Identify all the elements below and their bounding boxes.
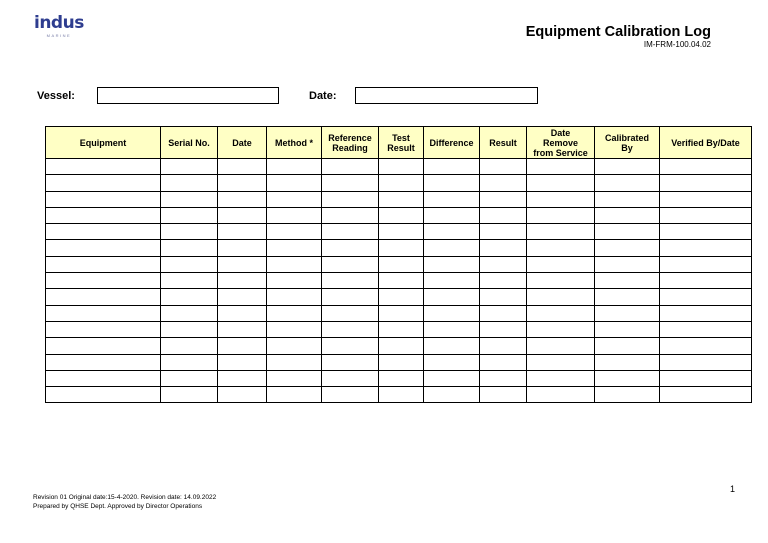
table-cell[interactable] xyxy=(480,224,527,240)
table-cell[interactable] xyxy=(161,354,218,370)
table-cell[interactable] xyxy=(218,175,267,191)
table-cell[interactable] xyxy=(267,338,322,354)
table-cell[interactable] xyxy=(480,256,527,272)
table-cell[interactable] xyxy=(161,338,218,354)
table-row xyxy=(46,387,752,403)
table-cell[interactable] xyxy=(322,338,379,354)
column-header-result: Result xyxy=(480,127,527,159)
table-cell[interactable] xyxy=(161,289,218,305)
table-cell[interactable] xyxy=(322,321,379,337)
table-cell[interactable] xyxy=(322,354,379,370)
table-cell[interactable] xyxy=(424,289,480,305)
table-cell[interactable] xyxy=(480,273,527,289)
table-cell[interactable] xyxy=(267,159,322,175)
column-header-serial-no: Serial No. xyxy=(161,127,218,159)
table-row xyxy=(46,191,752,207)
table-row xyxy=(46,273,752,289)
table-cell[interactable] xyxy=(46,224,161,240)
table-cell[interactable] xyxy=(660,175,752,191)
table-cell[interactable] xyxy=(660,289,752,305)
table-cell[interactable] xyxy=(480,305,527,321)
table-cell[interactable] xyxy=(424,273,480,289)
table-cell[interactable] xyxy=(161,387,218,403)
column-header-equipment: Equipment xyxy=(46,127,161,159)
column-header-method: Method * xyxy=(267,127,322,159)
table-cell[interactable] xyxy=(660,207,752,223)
table-cell[interactable] xyxy=(480,191,527,207)
table-cell[interactable] xyxy=(660,191,752,207)
footer-approval-line: Prepared by QHSE Dept. Approved by Director Operations xyxy=(33,503,203,510)
table-cell[interactable] xyxy=(424,224,480,240)
table-cell[interactable] xyxy=(379,321,424,337)
table-row xyxy=(46,175,752,191)
table-cell[interactable] xyxy=(660,370,752,386)
table-cell[interactable] xyxy=(379,370,424,386)
table-cell[interactable] xyxy=(322,289,379,305)
table-cell[interactable] xyxy=(424,159,480,175)
table-cell[interactable] xyxy=(595,256,660,272)
table-body xyxy=(46,159,752,403)
table-cell[interactable] xyxy=(595,338,660,354)
column-header-calibrated-by: Calibrated By xyxy=(595,127,660,159)
table-cell[interactable] xyxy=(218,338,267,354)
table-cell[interactable] xyxy=(46,273,161,289)
table-cell[interactable] xyxy=(480,354,527,370)
table-cell[interactable] xyxy=(379,387,424,403)
table-row xyxy=(46,207,752,223)
logo-wordmark: indus xyxy=(34,13,84,33)
table-cell[interactable] xyxy=(46,305,161,321)
table-cell[interactable] xyxy=(527,159,595,175)
column-header-date: Date xyxy=(218,127,267,159)
table-cell[interactable] xyxy=(660,305,752,321)
table-row xyxy=(46,289,752,305)
table-cell[interactable] xyxy=(595,159,660,175)
table-cell[interactable] xyxy=(480,387,527,403)
table-cell[interactable] xyxy=(379,191,424,207)
table-cell[interactable] xyxy=(322,370,379,386)
table-cell[interactable] xyxy=(322,224,379,240)
table-cell[interactable] xyxy=(480,240,527,256)
table-cell[interactable] xyxy=(267,387,322,403)
table-cell[interactable] xyxy=(527,256,595,272)
table-cell[interactable] xyxy=(46,191,161,207)
table-cell[interactable] xyxy=(46,354,161,370)
table-cell[interactable] xyxy=(379,256,424,272)
table-cell[interactable] xyxy=(527,289,595,305)
table-cell[interactable] xyxy=(267,240,322,256)
table-row xyxy=(46,305,752,321)
table-cell[interactable] xyxy=(46,387,161,403)
table-cell[interactable] xyxy=(46,175,161,191)
table-cell[interactable] xyxy=(660,387,752,403)
table-cell[interactable] xyxy=(379,207,424,223)
table-cell[interactable] xyxy=(595,305,660,321)
table-cell[interactable] xyxy=(595,175,660,191)
table-cell[interactable] xyxy=(322,191,379,207)
table-cell[interactable] xyxy=(218,207,267,223)
logo-subtitle: MARINE xyxy=(46,33,72,38)
document-footer xyxy=(33,493,216,511)
table-cell[interactable] xyxy=(424,338,480,354)
table-cell[interactable] xyxy=(424,354,480,370)
table-cell[interactable] xyxy=(424,256,480,272)
table-cell[interactable] xyxy=(595,240,660,256)
table-cell[interactable] xyxy=(480,159,527,175)
document-title: Equipment Calibration Log xyxy=(525,24,711,40)
table-cell[interactable] xyxy=(267,370,322,386)
table-cell[interactable] xyxy=(161,207,218,223)
table-cell[interactable] xyxy=(218,370,267,386)
table-cell[interactable] xyxy=(527,224,595,240)
table-cell[interactable] xyxy=(660,256,752,272)
table-cell[interactable] xyxy=(218,387,267,403)
table-cell[interactable] xyxy=(595,289,660,305)
table-cell[interactable] xyxy=(660,338,752,354)
table-cell[interactable] xyxy=(595,207,660,223)
column-header-test-result: Test Result xyxy=(379,127,424,159)
table-cell[interactable] xyxy=(161,224,218,240)
table-cell[interactable] xyxy=(527,321,595,337)
table-cell[interactable] xyxy=(218,256,267,272)
vessel-field[interactable] xyxy=(97,87,279,104)
table-cell[interactable] xyxy=(379,289,424,305)
table-cell[interactable] xyxy=(595,191,660,207)
table-cell[interactable] xyxy=(267,256,322,272)
table-cell[interactable] xyxy=(424,305,480,321)
table-cell[interactable] xyxy=(424,321,480,337)
table-cell[interactable] xyxy=(595,224,660,240)
table-cell[interactable] xyxy=(424,191,480,207)
table-cell[interactable] xyxy=(379,175,424,191)
table-cell[interactable] xyxy=(218,354,267,370)
table-cell[interactable] xyxy=(322,273,379,289)
table-cell[interactable] xyxy=(424,175,480,191)
page-number: 1 xyxy=(730,484,736,494)
table-cell[interactable] xyxy=(595,354,660,370)
table-cell[interactable] xyxy=(322,175,379,191)
table-cell[interactable] xyxy=(527,305,595,321)
company-logo xyxy=(34,14,84,38)
table-row xyxy=(46,240,752,256)
table-cell[interactable] xyxy=(218,321,267,337)
date-field[interactable] xyxy=(355,87,538,104)
table-cell[interactable] xyxy=(595,273,660,289)
column-header-difference: Difference xyxy=(424,127,480,159)
table-cell[interactable] xyxy=(46,289,161,305)
table-cell[interactable] xyxy=(161,159,218,175)
table-cell[interactable] xyxy=(379,305,424,321)
table-cell[interactable] xyxy=(424,370,480,386)
table-cell[interactable] xyxy=(161,175,218,191)
table-cell[interactable] xyxy=(595,387,660,403)
table-row xyxy=(46,338,752,354)
table-row xyxy=(46,354,752,370)
table-cell[interactable] xyxy=(660,321,752,337)
calibration-log-table xyxy=(45,126,752,403)
table-cell[interactable] xyxy=(379,224,424,240)
table-cell[interactable] xyxy=(595,370,660,386)
table-cell[interactable] xyxy=(267,224,322,240)
table-row xyxy=(46,370,752,386)
table-cell[interactable] xyxy=(46,207,161,223)
table-cell[interactable] xyxy=(322,387,379,403)
table-cell[interactable] xyxy=(267,305,322,321)
table-cell[interactable] xyxy=(379,273,424,289)
table-cell[interactable] xyxy=(424,240,480,256)
table-cell[interactable] xyxy=(480,207,527,223)
table-cell[interactable] xyxy=(161,305,218,321)
table-cell[interactable] xyxy=(379,159,424,175)
table-cell[interactable] xyxy=(218,159,267,175)
table-cell[interactable] xyxy=(46,240,161,256)
table-cell[interactable] xyxy=(480,175,527,191)
table-cell[interactable] xyxy=(480,370,527,386)
table-cell[interactable] xyxy=(218,224,267,240)
table-cell[interactable] xyxy=(267,354,322,370)
table-cell[interactable] xyxy=(46,321,161,337)
table-cell[interactable] xyxy=(267,207,322,223)
table-cell[interactable] xyxy=(46,159,161,175)
table-cell[interactable] xyxy=(161,256,218,272)
table-row xyxy=(46,321,752,337)
table-cell[interactable] xyxy=(218,305,267,321)
table-cell[interactable] xyxy=(527,191,595,207)
table-cell[interactable] xyxy=(660,273,752,289)
table-cell[interactable] xyxy=(660,224,752,240)
table-cell[interactable] xyxy=(424,387,480,403)
table-cell[interactable] xyxy=(660,159,752,175)
table-cell[interactable] xyxy=(267,175,322,191)
table-cell[interactable] xyxy=(480,321,527,337)
column-header-date-remove: Date Remove from Service xyxy=(527,127,595,159)
table-row xyxy=(46,224,752,240)
table-cell[interactable] xyxy=(379,240,424,256)
table-cell[interactable] xyxy=(218,273,267,289)
table-row xyxy=(46,256,752,272)
table-cell[interactable] xyxy=(527,175,595,191)
table-cell[interactable] xyxy=(161,240,218,256)
table-cell[interactable] xyxy=(218,289,267,305)
table-cell[interactable] xyxy=(161,370,218,386)
table-cell[interactable] xyxy=(218,191,267,207)
date-label: Date: xyxy=(309,90,337,102)
table-cell[interactable] xyxy=(379,354,424,370)
table-cell[interactable] xyxy=(595,321,660,337)
table-cell[interactable] xyxy=(527,387,595,403)
table-cell[interactable] xyxy=(161,321,218,337)
vessel-label: Vessel: xyxy=(37,90,75,102)
table-row xyxy=(46,159,752,175)
table-cell[interactable] xyxy=(527,354,595,370)
table-cell[interactable] xyxy=(527,370,595,386)
document-code: IM-FRM-100.04.02 xyxy=(643,40,711,49)
table-cell[interactable] xyxy=(322,240,379,256)
column-header-reference-reading: Reference Reading xyxy=(322,127,379,159)
table-cell[interactable] xyxy=(267,289,322,305)
table-cell[interactable] xyxy=(46,370,161,386)
table-cell[interactable] xyxy=(527,240,595,256)
table-cell[interactable] xyxy=(322,305,379,321)
table-header-row xyxy=(46,127,752,159)
table-cell[interactable] xyxy=(46,256,161,272)
column-header-verified-by: Verified By/Date xyxy=(660,127,752,159)
table-cell[interactable] xyxy=(322,207,379,223)
table-cell[interactable] xyxy=(424,207,480,223)
table-cell[interactable] xyxy=(267,273,322,289)
table-cell[interactable] xyxy=(161,191,218,207)
table-cell[interactable] xyxy=(527,338,595,354)
table-cell[interactable] xyxy=(322,256,379,272)
table-cell[interactable] xyxy=(480,289,527,305)
table-cell[interactable] xyxy=(322,159,379,175)
table-cell[interactable] xyxy=(46,338,161,354)
table-cell[interactable] xyxy=(161,273,218,289)
table-cell[interactable] xyxy=(267,191,322,207)
table-cell[interactable] xyxy=(379,338,424,354)
table-cell[interactable] xyxy=(660,240,752,256)
table-cell[interactable] xyxy=(267,321,322,337)
table-cell[interactable] xyxy=(660,354,752,370)
table-cell[interactable] xyxy=(527,273,595,289)
table-cell[interactable] xyxy=(480,338,527,354)
table-cell[interactable] xyxy=(218,240,267,256)
footer-revision-line: Revision 01 Original date:15-4-2020. Revision date: 14.09.2022 xyxy=(33,494,217,501)
table-cell[interactable] xyxy=(527,207,595,223)
